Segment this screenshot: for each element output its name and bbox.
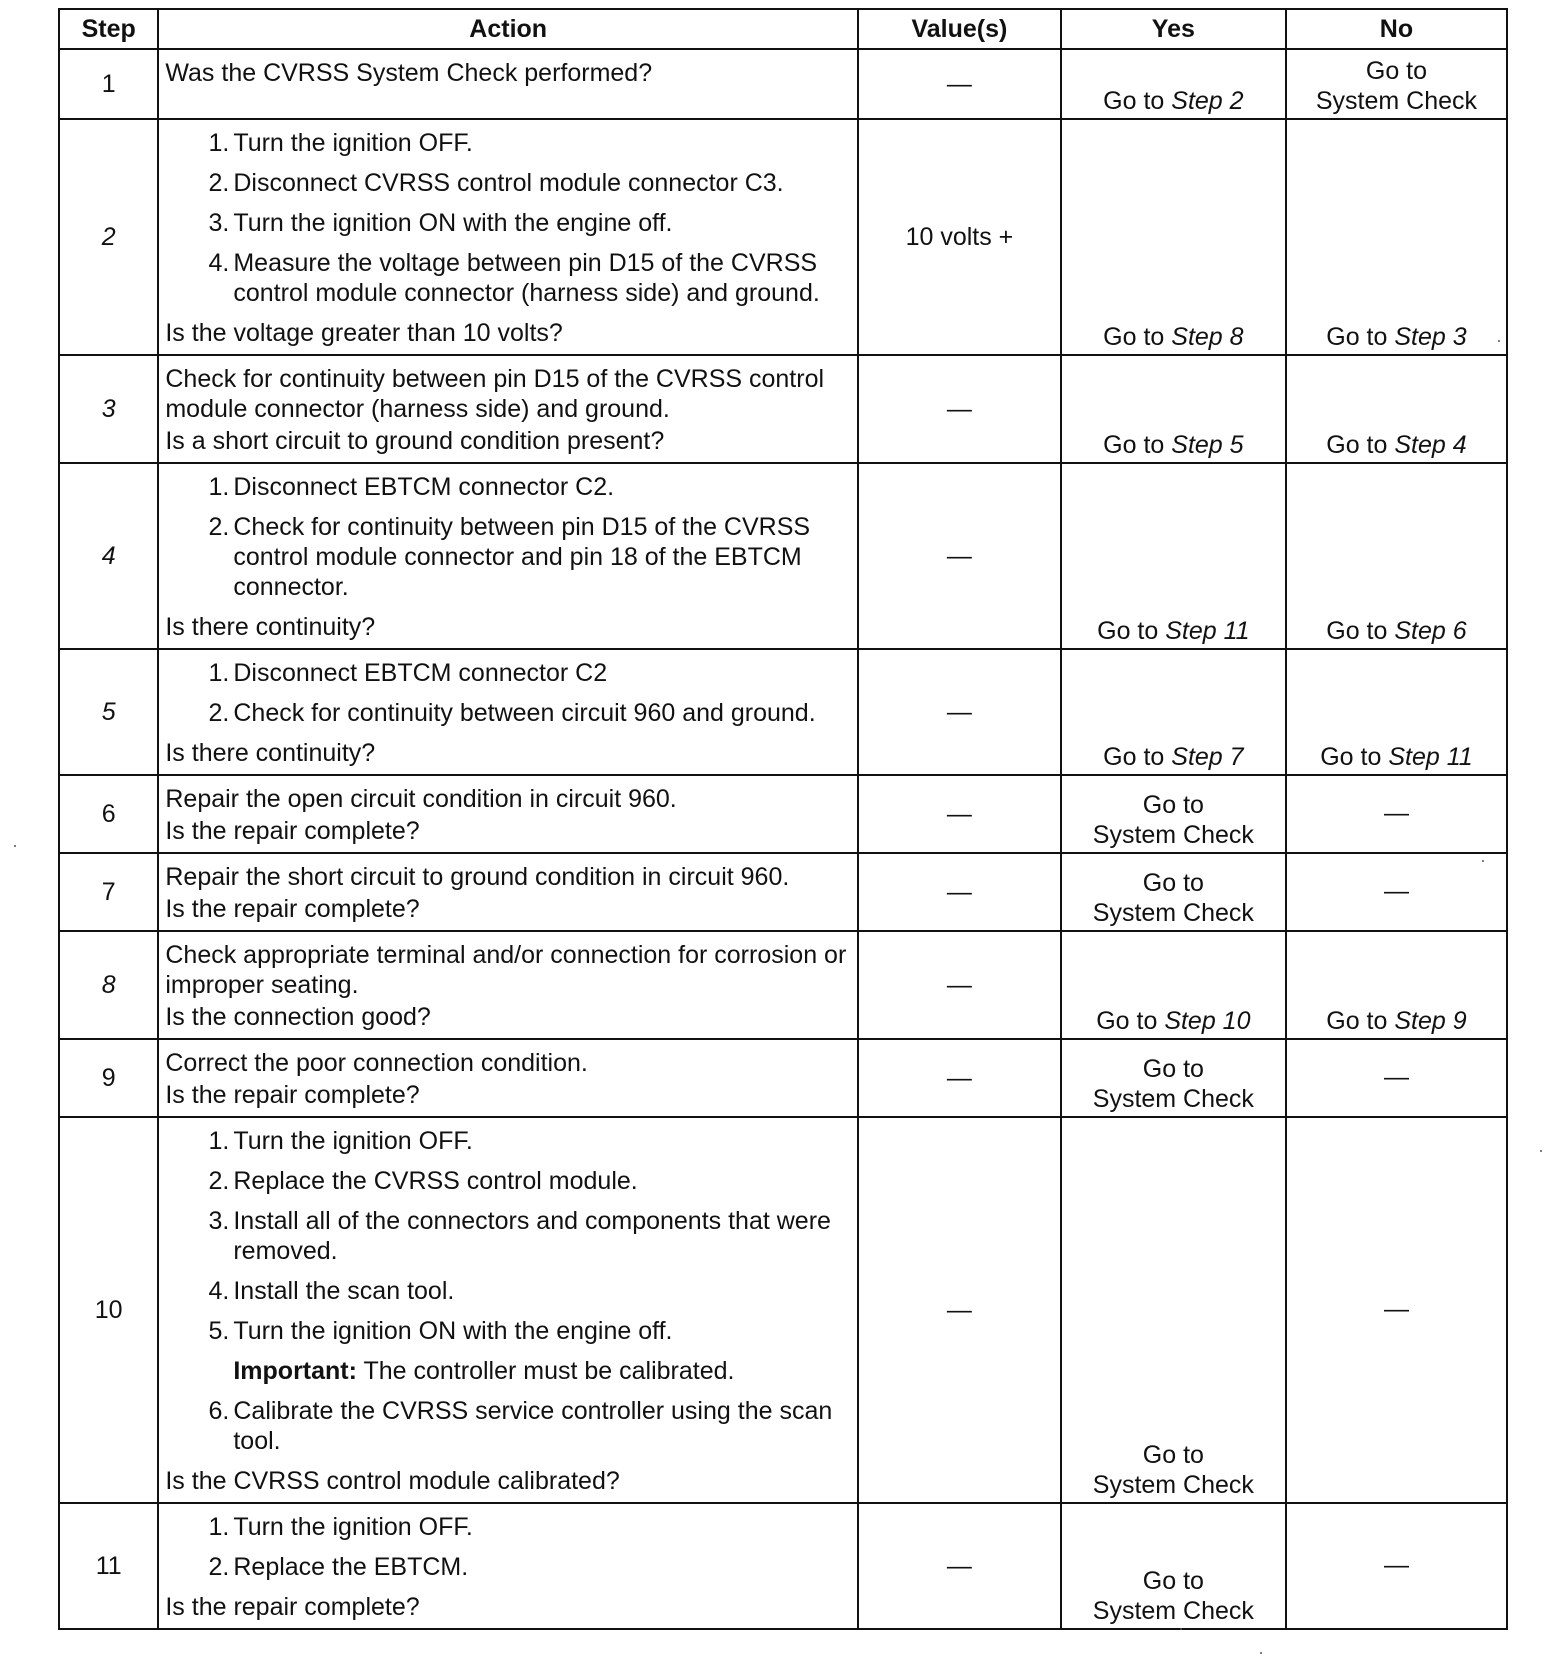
action-cell	[158, 463, 858, 649]
action-step-text: Measure the voltage between pin D15 of the CVRSS control module connector (harness side) and ground.	[233, 249, 820, 307]
outcome-step-link: Step 7	[1171, 743, 1244, 771]
value-cell: —	[858, 1503, 1061, 1629]
action-step-text: Install all of the connectors and components that were removed.	[233, 1207, 831, 1265]
action-intro: Check for continuity between pin D15 of the CVRSS control module connector (harness side) and ground.	[165, 365, 825, 423]
action-intro: Correct the poor connection condition.	[165, 1049, 588, 1077]
action-step	[165, 128, 847, 158]
action-question: Is the repair complete?	[165, 1593, 420, 1621]
step-number: 8	[59, 931, 158, 1039]
header-yes: Yes	[1061, 9, 1286, 49]
action-step-number: 1.	[208, 1513, 230, 1541]
outcome-text: Go to System Check	[1092, 869, 1254, 927]
outcome-text: Go to	[1326, 431, 1388, 459]
action-step-text: Turn the ignition OFF.	[233, 129, 473, 157]
scan-speck	[1482, 860, 1484, 862]
no-cell	[1286, 853, 1507, 931]
action-step-number: 2.	[208, 169, 230, 197]
action-question: Is a short circuit to ground condition present?	[165, 427, 665, 455]
action-step-text: Turn the ignition OFF.	[233, 1513, 473, 1541]
no-cell	[1286, 1117, 1507, 1503]
outcome-text: Go to	[1097, 617, 1159, 645]
step-number: 10	[59, 1117, 158, 1503]
value-cell: —	[858, 649, 1061, 775]
outcome-text: Go to	[1103, 431, 1165, 459]
outcome-step-link: Step 11	[1165, 617, 1250, 645]
action-step	[165, 1316, 847, 1346]
value-cell: —	[858, 1039, 1061, 1117]
action-steps-list	[165, 472, 847, 602]
action-step	[165, 512, 847, 602]
action-step-number: 1.	[208, 129, 230, 157]
header-values: Value(s)	[858, 9, 1061, 49]
action-cell	[158, 853, 858, 931]
no-outcome-dash: —	[1383, 1295, 1409, 1323]
no-cell	[1286, 119, 1507, 355]
action-step-text: Disconnect CVRSS control module connector C3.	[233, 169, 784, 197]
table-row	[59, 355, 1507, 463]
value-cell: 10 volts +	[858, 119, 1061, 355]
outcome-text: Go to	[1326, 1007, 1388, 1035]
action-step-text: Disconnect EBTCM connector C2	[233, 659, 608, 687]
table-row	[59, 775, 1507, 853]
value-cell: —	[858, 931, 1061, 1039]
yes-cell	[1061, 119, 1286, 355]
action-step	[165, 1512, 847, 1542]
step-number: 9	[59, 1039, 158, 1117]
scan-speck	[1260, 1652, 1262, 1654]
outcome-step-link: Step 4	[1394, 431, 1467, 459]
action-step	[165, 472, 847, 502]
value-cell: —	[858, 853, 1061, 931]
step-number: 1	[59, 49, 158, 119]
action-steps-list	[165, 1126, 847, 1456]
action-question: Is the voltage greater than 10 volts?	[165, 319, 563, 347]
action-step-number: 3.	[208, 1207, 230, 1235]
action-question: Is the repair complete?	[165, 817, 420, 845]
action-cell	[158, 931, 858, 1039]
yes-cell	[1061, 49, 1286, 119]
table-row	[59, 931, 1507, 1039]
value-cell: —	[858, 1117, 1061, 1503]
important-text: The controller must be calibrated.	[363, 1357, 735, 1385]
table-row	[59, 463, 1507, 649]
header-action: Action	[158, 9, 858, 49]
important-label: Important:	[233, 1357, 357, 1385]
outcome-text: Go to	[1096, 1007, 1158, 1035]
no-cell	[1286, 355, 1507, 463]
action-step-number: 2.	[208, 513, 230, 541]
yes-cell	[1061, 931, 1286, 1039]
table-row	[59, 853, 1507, 931]
action-step-text: Calibrate the CVRSS service controller using the scan tool.	[233, 1397, 833, 1455]
action-cell	[158, 355, 858, 463]
action-step-number: 1.	[208, 473, 230, 501]
value-cell: —	[858, 355, 1061, 463]
action-step	[165, 208, 847, 238]
action-steps-list	[165, 658, 847, 728]
no-outcome-dash: —	[1383, 799, 1409, 827]
outcome-step-link: Step 3	[1394, 323, 1467, 351]
action-steps-list	[165, 1512, 847, 1582]
yes-cell	[1061, 463, 1286, 649]
action-cell	[158, 119, 858, 355]
step-number: 2	[59, 119, 158, 355]
action-step-number: 2.	[208, 699, 230, 727]
table-row	[59, 1039, 1507, 1117]
action-intro: Repair the short circuit to ground condition in circuit 960.	[165, 863, 790, 891]
action-cell	[158, 1039, 858, 1117]
action-question: Is the CVRSS control module calibrated?	[165, 1467, 620, 1495]
action-step-number: 1.	[208, 1127, 230, 1155]
outcome-text: Go to	[1326, 617, 1388, 645]
action-step	[165, 168, 847, 198]
outcome-text: Go to	[1320, 743, 1382, 771]
scan-speck	[14, 845, 16, 847]
no-cell	[1286, 1503, 1507, 1629]
action-step	[165, 1166, 847, 1196]
table-body	[59, 49, 1507, 1629]
table-header-row	[59, 9, 1507, 49]
action-step-text: Turn the ignition ON with the engine off.	[233, 1317, 673, 1345]
action-step-text: Check for continuity between circuit 960 and ground.	[233, 699, 816, 727]
action-step	[165, 1276, 847, 1306]
table-row	[59, 1503, 1507, 1629]
step-number: 5	[59, 649, 158, 775]
outcome-step-link: Step 11	[1388, 743, 1473, 771]
action-question: Is there continuity?	[165, 613, 376, 641]
action-step-text: Turn the ignition ON with the engine off.	[233, 209, 673, 237]
action-step-number: 6.	[208, 1397, 230, 1425]
outcome-text: Go to System Check	[1315, 57, 1478, 115]
action-step-number: 4.	[208, 249, 230, 277]
no-cell	[1286, 49, 1507, 119]
action-question: Is the connection good?	[165, 1003, 431, 1031]
action-step	[165, 1396, 847, 1456]
outcome-text: Go to System Check	[1092, 791, 1254, 849]
outcome-text: Go to	[1103, 743, 1165, 771]
outcome-text: Go to	[1103, 323, 1165, 351]
action-step-number: 4.	[208, 1277, 230, 1305]
action-intro: Check appropriate terminal and/or connection for corrosion or improper seating.	[165, 941, 847, 999]
step-number: 7	[59, 853, 158, 931]
yes-cell	[1061, 1039, 1286, 1117]
action-step-number: 2.	[208, 1167, 230, 1195]
action-step	[165, 1552, 847, 1582]
action-intro: Was the CVRSS System Check performed?	[165, 59, 653, 87]
value-cell: —	[858, 49, 1061, 119]
action-step-text: Replace the EBTCM.	[233, 1553, 469, 1581]
outcome-step-link: Step 10	[1164, 1007, 1251, 1035]
yes-cell	[1061, 649, 1286, 775]
no-outcome-dash: —	[1383, 877, 1409, 905]
outcome-text: Go to	[1103, 87, 1165, 115]
scan-speck	[1540, 1150, 1542, 1152]
action-cell	[158, 649, 858, 775]
no-outcome-dash: —	[1383, 1551, 1409, 1579]
action-step-text: Check for continuity between pin D15 of the CVRSS control module connector and pin 18 of the EBTCM connector.	[233, 513, 811, 601]
scan-speck	[1180, 1628, 1182, 1630]
action-step-text: Disconnect EBTCM connector C2.	[233, 473, 615, 501]
action-question: Is the repair complete?	[165, 1081, 420, 1109]
outcome-step-link: Step 6	[1394, 617, 1467, 645]
step-number: 3	[59, 355, 158, 463]
no-outcome-dash: —	[1383, 1063, 1409, 1091]
action-step	[165, 698, 847, 728]
table-row	[59, 119, 1507, 355]
action-question: Is the repair complete?	[165, 895, 420, 923]
table-row	[59, 49, 1507, 119]
outcome-step-link: Step 5	[1171, 431, 1244, 459]
no-cell	[1286, 463, 1507, 649]
outcome-text: Go to System Check	[1092, 1567, 1254, 1625]
outcome-text: Go to System Check	[1092, 1441, 1254, 1499]
table-row	[59, 1117, 1507, 1503]
action-intro: Repair the open circuit condition in circuit 960.	[165, 785, 677, 813]
step-number: 4	[59, 463, 158, 649]
step-number: 11	[59, 1503, 158, 1629]
action-step	[165, 248, 847, 308]
yes-cell	[1061, 853, 1286, 931]
yes-cell	[1061, 1117, 1286, 1503]
table-row	[59, 649, 1507, 775]
action-step-number: 2.	[208, 1553, 230, 1581]
action-cell	[158, 1117, 858, 1503]
step-number: 6	[59, 775, 158, 853]
action-step-text: Turn the ignition OFF.	[233, 1127, 473, 1155]
action-steps-list	[165, 128, 847, 308]
outcome-text: Go to	[1326, 323, 1388, 351]
yes-cell	[1061, 1503, 1286, 1629]
yes-cell	[1061, 355, 1286, 463]
action-step	[165, 658, 847, 688]
outcome-step-link: Step 9	[1394, 1007, 1467, 1035]
value-cell: —	[858, 775, 1061, 853]
no-cell	[1286, 649, 1507, 775]
no-cell	[1286, 931, 1507, 1039]
action-cell	[158, 1503, 858, 1629]
action-step	[165, 1126, 847, 1156]
outcome-step-link: Step 2	[1171, 87, 1244, 115]
diagnostic-table	[58, 8, 1508, 1630]
action-step-text: Replace the CVRSS control module.	[233, 1167, 638, 1195]
no-cell	[1286, 775, 1507, 853]
yes-cell	[1061, 775, 1286, 853]
action-step	[165, 1206, 847, 1266]
action-step-number: 5.	[208, 1317, 230, 1345]
no-cell	[1286, 1039, 1507, 1117]
action-step-number: 1.	[208, 659, 230, 687]
action-cell	[158, 775, 858, 853]
outcome-step-link: Step 8	[1171, 323, 1244, 351]
scan-speck	[1498, 340, 1500, 342]
important-note	[165, 1356, 847, 1386]
header-step: Step	[59, 9, 158, 49]
action-step-number: 3.	[208, 209, 230, 237]
action-cell	[158, 49, 858, 119]
value-cell: —	[858, 463, 1061, 649]
outcome-text: Go to System Check	[1092, 1055, 1254, 1113]
action-question: Is there continuity?	[165, 739, 376, 767]
header-no: No	[1286, 9, 1507, 49]
action-step-text: Install the scan tool.	[233, 1277, 455, 1305]
